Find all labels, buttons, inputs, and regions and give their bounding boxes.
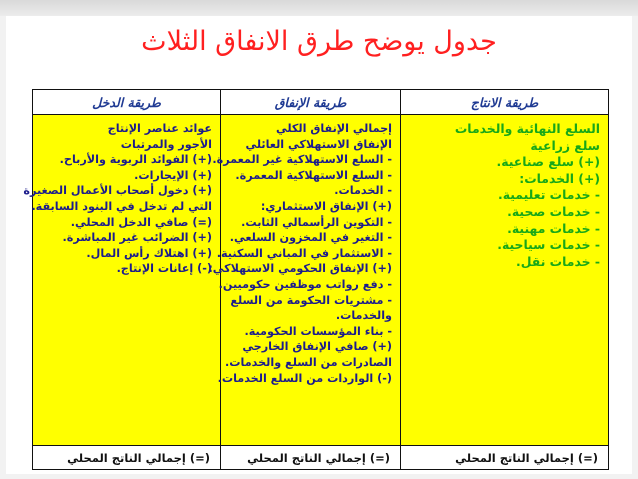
window-top-band (0, 0, 638, 16)
production-line: - خدمات مهنية. (507, 220, 600, 236)
spending-line: الصادرات من السلع والخدمات. (225, 355, 392, 369)
spending-line: والخدمات. (335, 309, 392, 323)
production-line: - خدمات نقل. (516, 253, 600, 269)
income-line: عوائد عناصر الإنتاج (107, 122, 212, 135)
income-line: الأجور والمرتبات (120, 137, 212, 151)
production-line: - خدمات صحية. (507, 203, 600, 219)
income-line: (+) اهتلاك رأس المال. (86, 246, 212, 260)
spending-line: - الخدمات. (334, 184, 392, 198)
spending-line: إجمالي الإنفاق الكلي (276, 122, 392, 135)
table-footer-row (33, 446, 609, 470)
spending-line: - مشتريات الحكومة من السلع (230, 293, 392, 307)
spending-line: - بناء المؤسسات الحكومية. (244, 324, 392, 338)
header-production: طريقة الانتاج (401, 90, 609, 115)
spending-line: الإنفاق الاستهلاكي العائلي (245, 137, 392, 151)
income-line: التي لم تدخل في البنود السابقة. (31, 199, 212, 213)
spending-line: - التكوين الرأسمالي الثابت. (241, 215, 392, 229)
production-line: - خدمات تعليمية. (498, 187, 600, 203)
table-header-row (33, 90, 609, 115)
production-line: - خدمات سياحية. (497, 237, 600, 253)
header-income: طريقة الدخل (33, 90, 221, 115)
income-line: (-) إعانات الإنتاج. (116, 262, 212, 276)
table-body-row (33, 115, 609, 446)
spending-line: (+) صافي الإنفاق الخارجي (242, 340, 392, 354)
production-line: السلع النهائية والخدمات (454, 121, 600, 136)
methods-table (23, 89, 609, 470)
production-line: (+) الخدمات: (519, 170, 600, 186)
income-cell (23, 115, 221, 446)
income-line: (+) الإيجارات. (134, 168, 212, 182)
spending-line: - التغير في المخزون السلعي. (229, 231, 392, 245)
spending-line: (-) الواردات من السلع الخدمات. (217, 371, 392, 385)
footer-income: (=) إجمالي الناتج المحلي (33, 446, 221, 470)
production-cell (401, 115, 609, 446)
spending-line: - السلع الاستهلاكية غير المعمرة. (212, 153, 392, 167)
income-line: (=) صافي الدخل المحلي. (70, 215, 212, 229)
header-spending: طريقة الإنفاق (221, 90, 401, 115)
income-line: (+) الفوائد الربوية والأرباح. (59, 153, 212, 167)
spending-line: (+) الإنفاق الاستثماري: (260, 199, 392, 213)
spending-line: - السلع الاستهلاكية المعمرة. (235, 168, 392, 182)
production-line: (+) سلع صناعية. (496, 154, 600, 170)
footer-production: (=) إجمالي الناتج المحلي (401, 446, 609, 470)
footer-spending: (=) إجمالي الناتج المحلي (221, 446, 401, 470)
spending-line: - دفع رواتب موظفين حكوميين. (218, 277, 392, 291)
production-line: سلع زراعية (530, 137, 600, 153)
spending-line: - الاستثمار في المباني السكنية. (216, 246, 392, 260)
income-line: (+) دخول أصحاب الأعمال الصغيرة (23, 184, 212, 198)
income-line: (+) الضرائب غير المباشرة. (62, 231, 212, 245)
slide-title: جدول يوضح طرق الانفاق الثلاث (141, 26, 497, 57)
spending-cell (208, 115, 401, 446)
spending-line: (+) الإنفاق الحكومي الاستهلاكي: (208, 262, 392, 276)
